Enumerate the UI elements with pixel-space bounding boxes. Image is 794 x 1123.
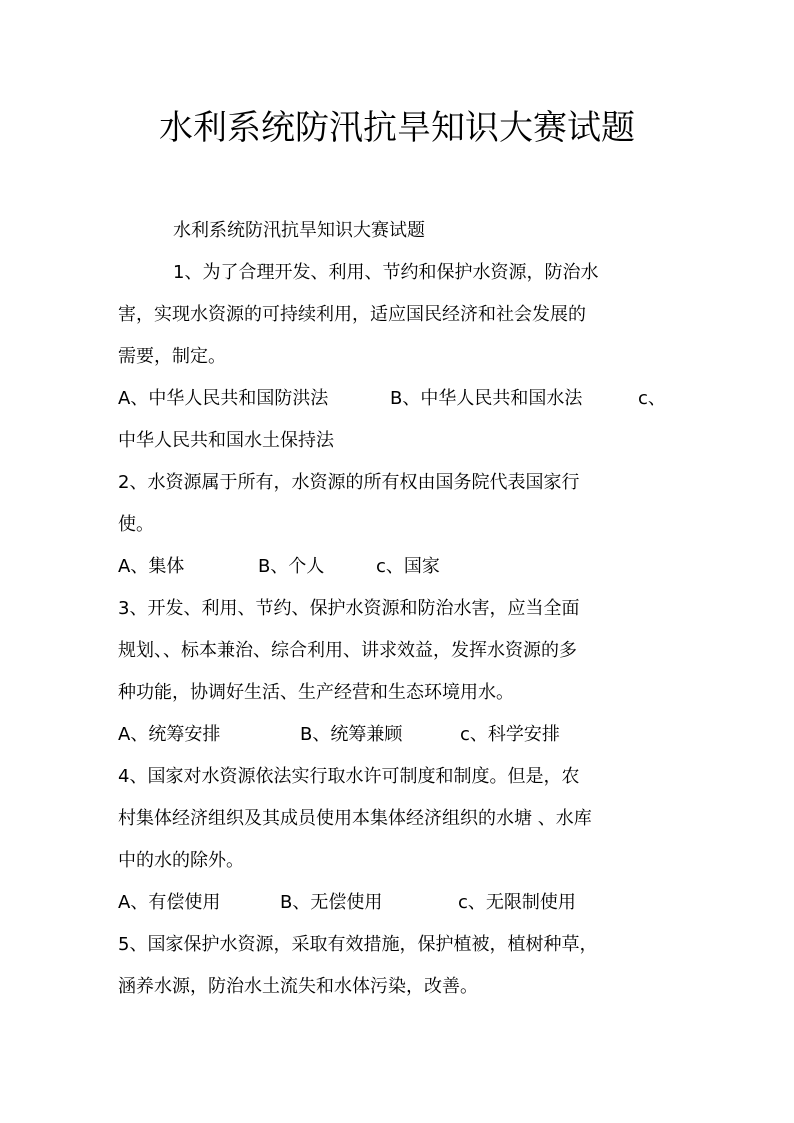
q1-text-line-3: 需要，制定。 [118,346,226,367]
q1-option-b: B、中华人民共和国水法 [390,388,583,409]
q2-option-b: B、个人 [258,556,325,577]
q4-option-a: A、有偿使用 [118,892,221,913]
q2-option-a: A、集体 [118,556,185,577]
q1-options [118,386,718,412]
q2-text-line-1: 2、水资源属于所有，水资源的所有权由国务院代表国家行 [118,472,580,493]
q2-options [118,554,718,580]
q3-options [118,722,718,748]
q1-option-c-text: 中华人民共和国水土保持法 [118,430,334,451]
q4-text-line-1: 4、国家对水资源依法实行取水许可制度和制度。但是，农 [118,766,580,787]
q1-text-line-1: 1、为了合理开发、利用、节约和保护水资源，防治水 [173,262,599,283]
q3-option-b: B、统筹兼顾 [300,724,403,745]
q3-text-line-3: 种功能，协调好生活、生产经营和生态环境用水。 [118,682,514,703]
q5-text-line-1: 5、国家保护水资源，采取有效措施，保护植被，植树种草， [118,934,598,955]
q3-option-c: c、科学安排 [460,724,560,745]
q4-option-c: c、无限制使用 [458,892,576,913]
q4-text-line-3: 中的水的除外。 [118,850,244,871]
q2-text-line-2: 使。 [118,514,154,535]
q2-option-c: c、国家 [376,556,440,577]
q3-text-line-2: 规划、、标本兼治、综合利用、讲求效益，发挥水资源的多 [118,640,577,661]
q1-option-a: A、中华人民共和国防洪法 [118,388,329,409]
q4-option-b: B、无偿使用 [280,892,383,913]
q1-option-c: c、 [638,388,666,409]
q3-option-a: A、统筹安排 [118,724,221,745]
q5-text-line-2: 涵养水源，防治水土流失和水体污染，改善。 [118,976,478,997]
q4-text-line-2: 村集体经济组织及其成员使用本集体经济组织的水塘 、水库 [118,808,592,829]
document-subtitle: 水利系统防汛抗旱知识大赛试题 [173,220,425,241]
q4-options [118,890,718,916]
q1-text-line-2: 害，实现水资源的可持续利用，适应国民经济和社会发展的 [118,304,586,325]
document-title: 水利系统防汛抗旱知识大赛试题 [159,108,635,148]
q3-text-line-1: 3、开发、利用、节约、保护水资源和防治水害，应当全面 [118,598,580,619]
